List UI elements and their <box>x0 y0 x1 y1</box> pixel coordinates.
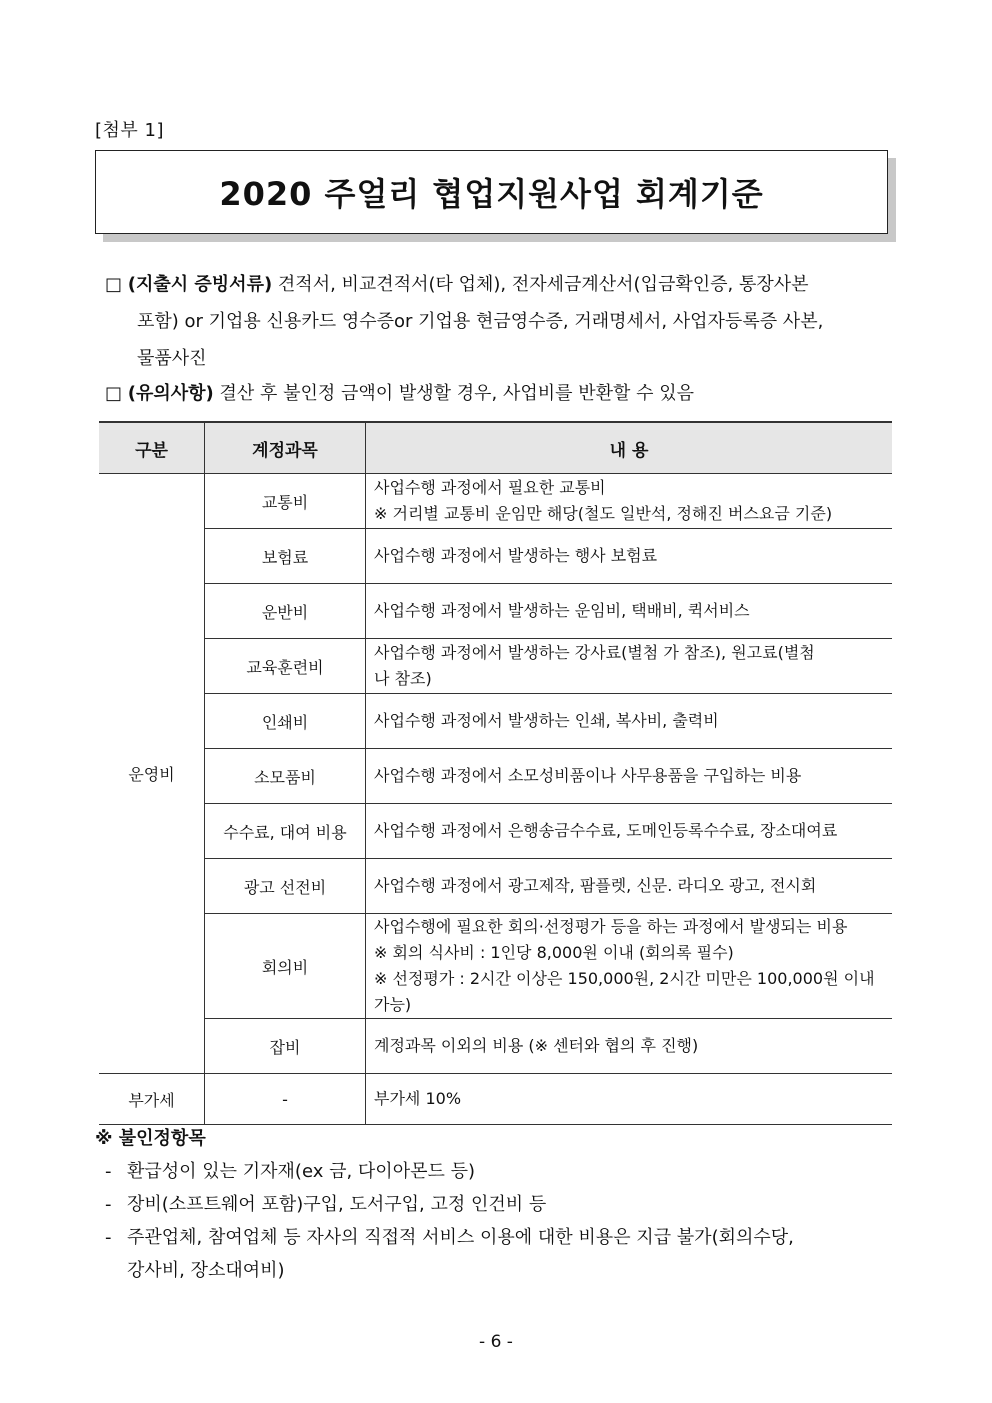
table-row <box>99 694 892 749</box>
content-cell <box>366 639 893 694</box>
account-cell: 수수료, 대여 비용 <box>205 804 366 859</box>
notice-text: 물품사진 <box>137 348 207 369</box>
attachment-label: [첨부 1] <box>95 120 164 141</box>
table-row <box>99 859 892 914</box>
table-row <box>99 529 892 584</box>
content-cell: 부가세 10% <box>366 1074 893 1125</box>
content-cell <box>366 1019 893 1074</box>
table-row <box>99 749 892 804</box>
account-cell: 회의비 <box>205 914 366 1019</box>
accounting-table <box>99 421 892 1125</box>
content-cell <box>366 749 893 804</box>
content-line: 계정과목 이외의 비용 (※ 센터와 협의 후 진행) <box>374 1036 699 1055</box>
checkbox-bullet: □ <box>105 274 123 295</box>
content-cell <box>366 859 893 914</box>
content-cell <box>366 804 893 859</box>
category-operating: 운영비 <box>99 474 205 1074</box>
page-number: - 6 - <box>479 1332 513 1352</box>
table-row <box>99 1019 892 1074</box>
list-item-text: 주관업체, 참여업체 등 자사의 직접적 서비스 이용에 대한 비용은 지급 불가(회의수당, <box>127 1227 794 1248</box>
notice-caution <box>105 375 897 412</box>
account-cell: 인쇄비 <box>205 694 366 749</box>
list-dash: - <box>105 1161 112 1182</box>
header-content: 내 용 <box>366 422 893 474</box>
content-line: 나 참조) <box>374 669 432 688</box>
content-line: ※ 거리별 교통비 운임만 해당(철도 일반석, 정해진 버스요금 기준) <box>374 504 833 523</box>
content-line: 사업수행 과정에서 발생하는 행사 보험료 <box>374 546 658 565</box>
non-recognized-title: ※ 불인정항목 <box>95 1128 206 1149</box>
content-cell <box>366 914 893 1019</box>
content-line: ※ 회의 식사비 : 1인당 8,000원 이내 (회의록 필수) <box>374 943 734 962</box>
list-item-text: 장비(소프트웨어 포함)구입, 도서구입, 고정 인건비 등 <box>127 1194 547 1215</box>
notice-label: (유의사항) <box>127 383 214 404</box>
account-cell: 보험료 <box>205 529 366 584</box>
checkbox-bullet: □ <box>105 383 123 404</box>
notice-evidence-documents <box>105 266 897 377</box>
list-dash: - <box>105 1227 112 1248</box>
non-recognized-list <box>105 1155 900 1287</box>
content-line: 사업수행 과정에서 광고제작, 팜플렛, 신문. 라디오 광고, 전시회 <box>374 876 817 895</box>
content-line: 사업수행 과정에서 소모성비품이나 사무용품을 구입하는 비용 <box>374 766 802 785</box>
content-line: 사업수행 과정에서 필요한 교통비 <box>374 478 606 497</box>
table-row <box>99 914 892 1019</box>
content-cell <box>366 584 893 639</box>
account-cell: 교육훈련비 <box>205 639 366 694</box>
list-dash: - <box>105 1194 112 1215</box>
header-account: 계정과목 <box>205 422 366 474</box>
account-cell: 광고 선전비 <box>205 859 366 914</box>
table-row <box>99 639 892 694</box>
content-line: 사업수행 과정에서 발생하는 운임비, 택배비, 퀵서비스 <box>374 601 750 620</box>
table-row <box>99 804 892 859</box>
title-frame <box>95 150 888 234</box>
account-cell: 잡비 <box>205 1019 366 1074</box>
table-row <box>99 584 892 639</box>
list-item-text: 강사비, 장소대여비) <box>127 1260 285 1281</box>
table-header-row <box>99 422 892 474</box>
table-row <box>99 474 892 529</box>
list-item <box>105 1188 900 1221</box>
notice-text: 결산 후 불인정 금액이 발생할 경우, 사업비를 반환할 수 있음 <box>219 383 695 404</box>
notice-text: 포함) or 기업용 신용카드 영수증or 기업용 현금영수증, 거래명세서, 사업자등록증 사본, <box>137 311 824 332</box>
table-row <box>99 1074 892 1125</box>
content-cell <box>366 694 893 749</box>
content-line: 사업수행 과정에서 은행송금수수료, 도메인등록수수료, 장소대여료 <box>374 821 838 840</box>
content-cell <box>366 474 893 529</box>
notice-text: 견적서, 비교견적서(타 업체), 전자세금계산서(입금확인증, 통장사본 <box>277 274 809 295</box>
content-line: ※ 선정평가 : 2시간 이상은 150,000원, 2시간 미만은 100,000원 이내 가능) <box>374 969 875 1014</box>
content-line: 사업수행 과정에서 발생하는 강사료(별첨 가 참조), 원고료(별첨 <box>374 643 815 662</box>
content-cell <box>366 529 893 584</box>
document-title: 2020 주얼리 협업지원사업 회계기준 <box>95 150 888 234</box>
content-line: 사업수행 과정에서 발생하는 인쇄, 복사비, 출력비 <box>374 711 719 730</box>
account-cell: - <box>205 1074 366 1125</box>
list-item-text: 환급성이 있는 기자재(ex 금, 다이아몬드 등) <box>127 1161 475 1182</box>
account-cell: 운반비 <box>205 584 366 639</box>
notice-label: (지출시 증빙서류) <box>127 274 273 295</box>
category-vat: 부가세 <box>99 1074 205 1125</box>
header-category: 구분 <box>99 422 205 474</box>
list-item <box>105 1221 900 1287</box>
account-cell: 교통비 <box>205 474 366 529</box>
content-line: 사업수행에 필요한 회의·선정평가 등을 하는 과정에서 발생되는 비용 <box>374 917 848 936</box>
list-item <box>105 1155 900 1188</box>
account-cell: 소모품비 <box>205 749 366 804</box>
